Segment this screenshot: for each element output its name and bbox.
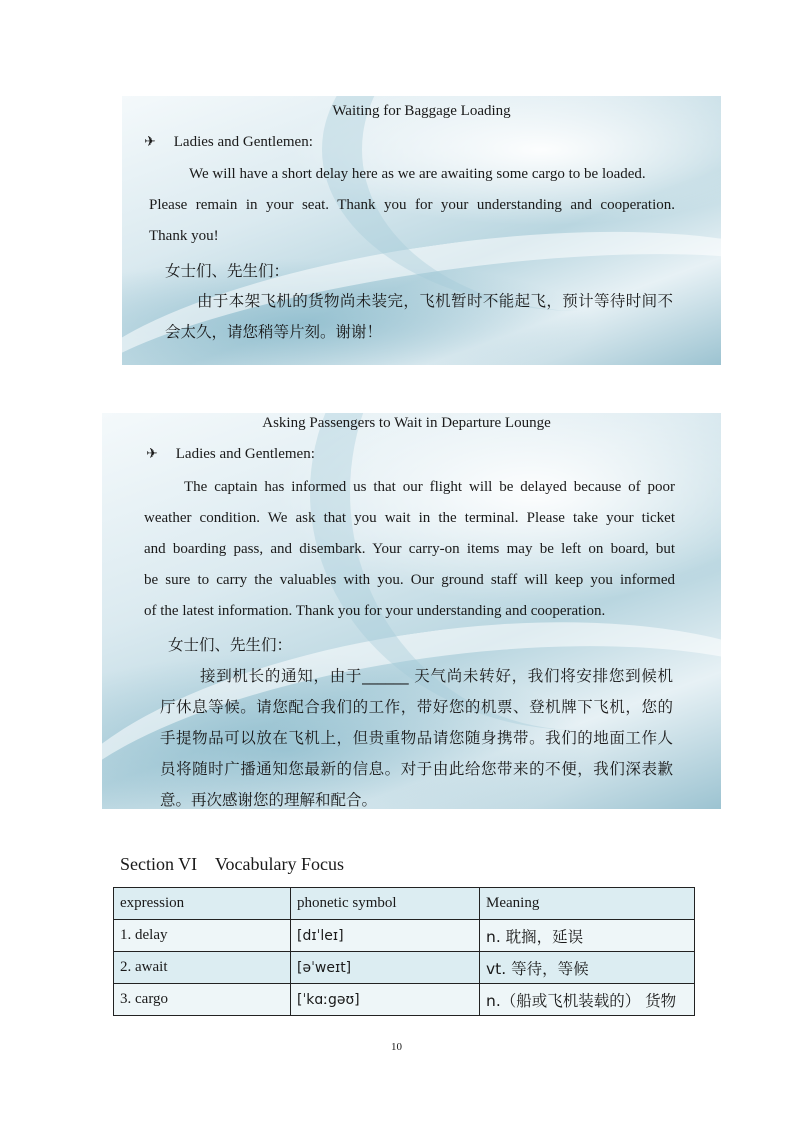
english-text-line: weather condition. We ask that you wait in the terminal. Please take your ticket <box>144 510 675 526</box>
expression-cell: 3. cargo <box>114 984 291 1016</box>
english-text-line: of the latest information. Thank you for your understanding and cooperation. <box>144 603 606 619</box>
table-row <box>114 920 695 952</box>
table-row <box>114 984 695 1016</box>
chinese-text-line: 意。再次感谢您的理解和配合。 <box>160 791 378 809</box>
panel-title: Waiting for Baggage Loading <box>332 103 511 119</box>
greeting-line <box>142 134 313 151</box>
phonetic-cell: [əˈweɪt] <box>291 952 480 984</box>
greeting-text: Ladies and Gentlemen: <box>175 446 315 462</box>
plane-icon: ✈ <box>144 134 156 150</box>
english-text-line: Thank you! <box>149 228 219 244</box>
chinese-text-line: 手提物品可以放在飞机上，但贵重物品请您随身携带。我们的地面工作人 <box>160 729 673 747</box>
chinese-text-line: 厅休息等候。请您配合我们的工作，带好您的机票、登机牌下飞机，您的 <box>160 698 673 716</box>
column-header-meaning: Meaning <box>480 888 695 920</box>
announcement-panel-departure-lounge <box>102 413 721 809</box>
chinese-text-line: 会太久，请您稍等片刻。谢谢！ <box>165 323 383 341</box>
greeting-line <box>144 446 315 463</box>
section-heading: Section VI Vocabulary Focus <box>120 854 344 874</box>
chinese-text-line: 接到机长的通知，由于______ 天气尚未转好，我们将安排您到候机 <box>200 667 673 685</box>
plane-icon: ✈ <box>146 446 158 462</box>
expression-cell: 2. await <box>114 952 291 984</box>
phonetic-cell: [dɪˈleɪ] <box>291 920 480 952</box>
table-header-row <box>114 888 695 920</box>
panel-title: Asking Passengers to Wait in Departure Lounge <box>262 415 551 431</box>
page-number: 10 <box>391 1041 402 1053</box>
greeting-text: Ladies and Gentlemen: <box>173 134 313 150</box>
column-header-expression: expression <box>114 888 291 920</box>
column-header-phonetic: phonetic symbol <box>291 888 480 920</box>
english-text-line: be sure to carry the valuables with you. Our ground staff will keep you informed <box>144 572 675 588</box>
chinese-greeting: 女士们、先生们： <box>165 262 290 280</box>
chinese-greeting: 女士们、先生们： <box>168 636 293 654</box>
chinese-text-line: 员将随时广播通知您最新的信息。对于由此给您带来的不便，我们深表歉 <box>160 760 673 778</box>
english-text-line: Please remain in your seat. Thank you for your understanding and cooperation. <box>149 197 675 213</box>
english-text-line: The captain has informed us that our flight will be delayed because of poor <box>184 479 675 495</box>
chinese-text-line: 由于本架飞机的货物尚未装完，飞机暂时不能起飞，预计等待时间不 <box>197 292 673 310</box>
english-text-line: We will have a short delay here as we are awaiting some cargo to be loaded. <box>189 166 646 182</box>
english-text-line: and boarding pass, and disembark. Your carry-on items may be left on board, but <box>144 541 675 557</box>
meaning-cell: vt. 等待，等候 <box>480 952 695 984</box>
meaning-cell: n.（船或飞机装载的） 货物 <box>480 984 695 1016</box>
meaning-cell: n. 耽搁，延误 <box>480 920 695 952</box>
table-row <box>114 952 695 984</box>
vocabulary-table <box>113 887 695 1016</box>
phonetic-cell: [ˈkɑːgəʊ] <box>291 984 480 1016</box>
announcement-panel-baggage <box>122 96 721 365</box>
expression-cell: 1. delay <box>114 920 291 952</box>
